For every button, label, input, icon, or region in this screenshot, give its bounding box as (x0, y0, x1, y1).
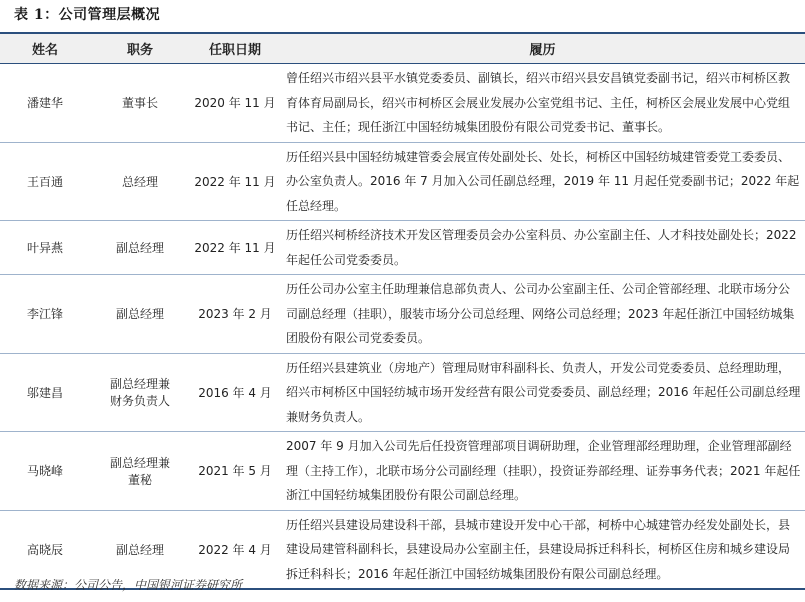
table-row (0, 142, 805, 221)
position-line: 董秘 (127, 472, 152, 487)
cell-position: 副总经理 (90, 275, 190, 354)
cell-name: 高晓辰 (0, 510, 90, 589)
table-row (0, 353, 805, 432)
cell-position: 董事长 (90, 64, 190, 143)
header-position: 职务 (90, 33, 190, 64)
position-line: 财务负责人 (109, 394, 170, 409)
source-note: 数据来源：公司公告，中国银河证券研究所 (14, 578, 243, 592)
management-table (0, 32, 805, 590)
table-header-row (0, 33, 805, 64)
table-row (0, 221, 805, 275)
cell-history: 历任绍兴县中国轻纺城建管委会展宣传处副处长、处长，柯桥区中国轻纺城建管委党工委委员、办公室负责人。2016 年 7 月加入公司任副总经理，2019 年 11 月起任党委副书记；2022 年起任总经理。 (280, 142, 805, 221)
cell-position: 副总经理 (90, 510, 190, 589)
cell-position (90, 432, 190, 511)
cell-name: 王百通 (0, 142, 90, 221)
cell-date: 2023 年 2 月 (190, 275, 280, 354)
cell-history: 历任绍兴柯桥经济技术开发区管理委员会办公室科员、办公室副主任、人才科技处副处长；2022 年起任公司党委委员。 (280, 221, 805, 275)
cell-history: 历任绍兴县建设局建设科干部，县城市建设开发中心干部，柯桥中心城建管办经发处副处长，县建设局建管科副科长，县建设局办公室副主任，县建设局拆迁科科长，柯桥区住房和城乡建设局拆迁科科长；2016 年起任浙江中国轻纺城集团股份有限公司副总经理。 (280, 510, 805, 589)
cell-position: 总经理 (90, 142, 190, 221)
position-line: 副总经理兼 (109, 455, 170, 470)
cell-history: 2007 年 9 月加入公司先后任投资管理部项目调研助理，企业管理部经理助理，企业管理部副经理（主持工作），北联市场分公司副经理（挂职），投资证券部经理、证券事务代表；2021 年起任浙江中国轻纺城集团股份有限公司副总经理。 (280, 432, 805, 511)
cell-name: 潘建华 (0, 64, 90, 143)
cell-name: 马晓峰 (0, 432, 90, 511)
cell-date: 2022 年 11 月 (190, 142, 280, 221)
header-name: 姓名 (0, 33, 90, 64)
cell-date: 2022 年 11 月 (190, 221, 280, 275)
header-history: 履历 (280, 33, 805, 64)
table-row (0, 275, 805, 354)
cell-name: 李江锋 (0, 275, 90, 354)
cell-history: 历任公司办公室主任助理兼信息部负责人、公司办公室副主任、公司企管部经理、北联市场分公司副总经理（挂职），服装市场分公司总经理、网络公司总经理；2023 年起任浙江中国轻纺城集团股份有限公司党委委员。 (280, 275, 805, 354)
cell-date: 2022 年 4 月 (190, 510, 280, 589)
cell-date: 2016 年 4 月 (190, 353, 280, 432)
cell-date: 2021 年 5 月 (190, 432, 280, 511)
header-date: 任职日期 (190, 33, 280, 64)
table-title: 表 1：公司管理层概况 (14, 7, 161, 23)
table-row (0, 64, 805, 143)
cell-date: 2020 年 11 月 (190, 64, 280, 143)
table-row (0, 432, 805, 511)
cell-name: 叶异燕 (0, 221, 90, 275)
cell-name: 邬建昌 (0, 353, 90, 432)
cell-position (90, 353, 190, 432)
cell-history: 历任绍兴县建筑业（房地产）管理局财审科副科长、负责人，开发公司党委委员、总经理助理，绍兴市柯桥区中国轻纺城市场开发经营有限公司党委委员、副总经理；2016 年起任公司副总经理兼财务负责人。 (280, 353, 805, 432)
cell-history: 曾任绍兴市绍兴县平水镇党委委员、副镇长，绍兴市绍兴县安昌镇党委副书记，绍兴市柯桥区教育体育局副局长，绍兴市柯桥区会展业发展办公室党组书记、主任，柯桥区会展业发展中心党组书记、主任；现任浙江中国轻纺城集团股份有限公司党委书记、董事长。 (280, 64, 805, 143)
cell-position: 副总经理 (90, 221, 190, 275)
position-line: 副总经理兼 (109, 377, 170, 392)
